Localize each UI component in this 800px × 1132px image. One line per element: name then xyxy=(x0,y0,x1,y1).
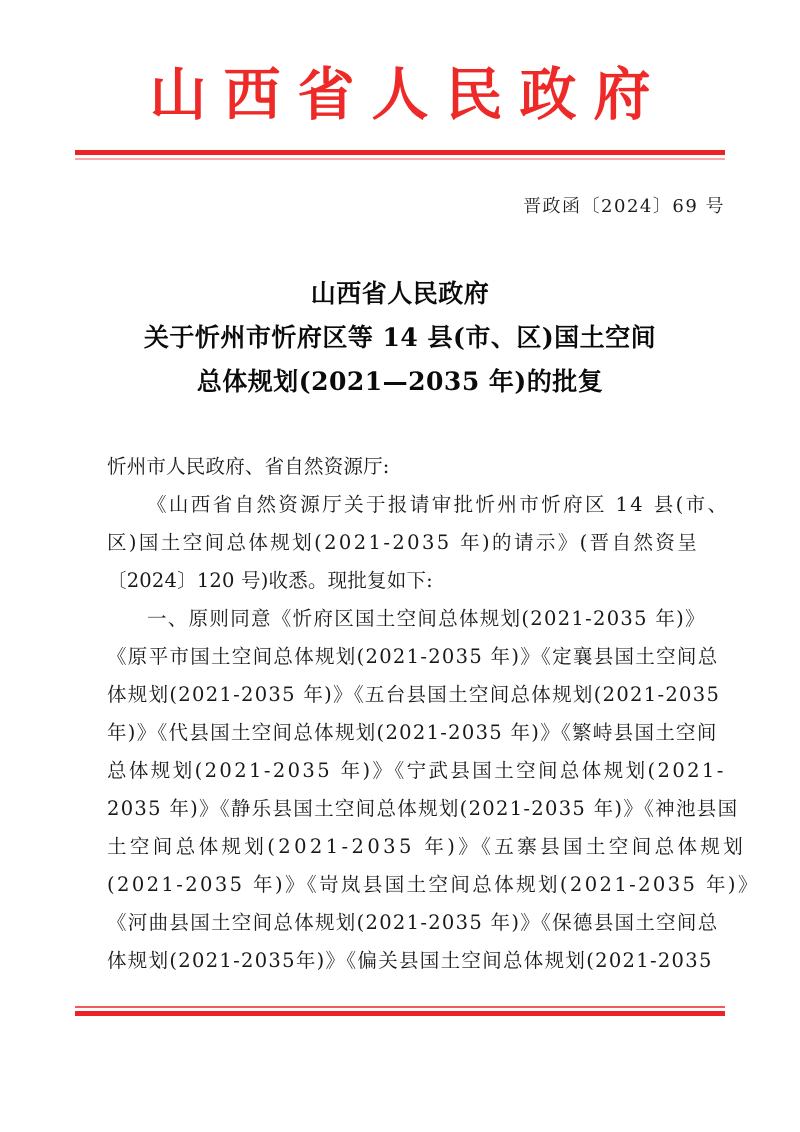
body-line-12: (2021-2035 年)》《岢岚县国土空间总体规划(2021-2035 年)》 xyxy=(107,873,760,896)
body-line-10: 2035 年)》《静乐县国土空间总体规划(2021-2035 年)》《神池县国 xyxy=(107,797,739,820)
masthead xyxy=(0,62,800,128)
title-line-1: 山西省人民政府 xyxy=(310,279,490,308)
body-line-5: 一、原则同意《忻府区国土空间总体规划(2021-2035 年)》 xyxy=(147,607,706,630)
document-number: 晋政函〔2024〕69 号 xyxy=(523,196,725,217)
body-line-7: 体规划(2021-2035 年)》《五台县国土空间总体规划(2021-2035 xyxy=(107,683,721,706)
header-rule-group xyxy=(75,150,725,160)
footer-rule-thick xyxy=(75,1011,725,1016)
body-line-6: 《原平市国土空间总体规划(2021-2035 年)》《定襄县国土空间总 xyxy=(107,645,719,668)
title-line-3: 总体规划(2021—2035 年)的批复 xyxy=(196,367,604,396)
body-line-9: 总体规划(2021-2035 年)》《宁武县国土空间总体规划(2021- xyxy=(107,759,726,782)
body-line-1: 忻州市人民政府、省自然资源厅: xyxy=(107,455,390,478)
body-line-4: 〔2024〕120 号)收悉。现批复如下: xyxy=(107,569,433,592)
body-line-11: 土空间总体规划(2021-2035 年)》《五寨县国土空间总体规划 xyxy=(107,835,747,858)
body-line-14: 体规划(2021-2035年)》《偏关县国土空间总体规划(2021-2035 xyxy=(107,949,713,972)
title-line-2: 关于忻州市忻府区等 14 县(市、区)国土空间 xyxy=(143,323,657,352)
body-line-13: 《河曲县国土空间总体规划(2021-2035 年)》《保德县国土空间总 xyxy=(107,911,719,934)
masthead-title: 山西省人民政府 xyxy=(149,61,668,128)
document-number-row xyxy=(75,192,725,218)
body-line-3: 区)国土空间总体规划(2021-2035 年)的请示》(晋自然资呈 xyxy=(107,531,700,554)
body-line-8: 年)》《代县国土空间总体规划(2021-2035 年)》《繁峙县国土空间 xyxy=(107,721,718,744)
footer-rule-group xyxy=(75,1006,725,1016)
document-body xyxy=(107,448,760,980)
header-rule-thin xyxy=(75,158,725,160)
body-line-2: 《山西省自然资源厅关于报请审批忻州市忻府区 14 县(市、 xyxy=(147,493,730,516)
document-title xyxy=(75,272,725,404)
